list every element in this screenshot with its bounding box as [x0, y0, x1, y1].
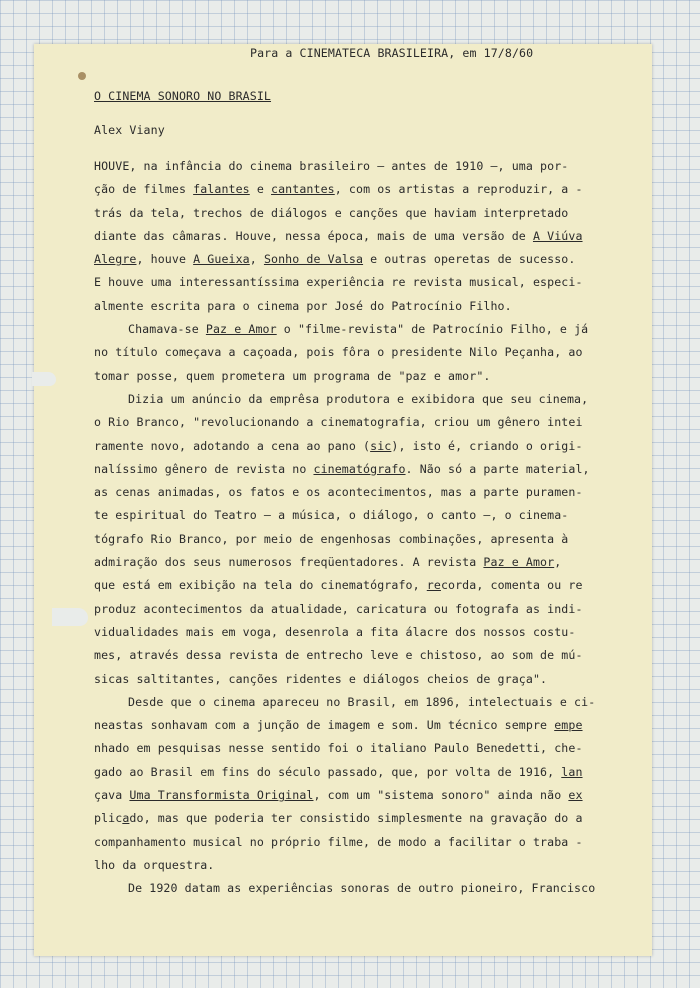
text-line: vidualidades mais em voga, desenrola a fita álacre dos nossos costu- — [94, 624, 576, 639]
text-line: diante das câmaras. Houve, nessa época, mais de uma versão de A Viúva — [94, 228, 583, 243]
text-line: Desde que o cinema apareceu no Brasil, em 1896, intelectuais e ci- — [128, 694, 596, 709]
text-line: ramente novo, adotando a cena ao pano (sic), isto é, criando o origi- — [94, 438, 583, 453]
page-header: Para a CINEMATECA BRASILEIRA, em 17/8/60 — [250, 46, 534, 60]
text-line: Alegre, houve A Gueixa, Sonho de Valsa e outras operetas de sucesso. — [94, 252, 576, 267]
document-body — [94, 155, 634, 901]
typewritten-page — [94, 41, 634, 901]
text-line: E houve uma interessantíssima experiência re revista musical, especi- — [94, 275, 583, 290]
text-line: produz acontecimentos da atualidade, caricatura ou fotografa as indi- — [94, 601, 583, 616]
text-line: trás da tela, trechos de diálogos e canções que haviam interpretado — [94, 205, 569, 220]
stain-mark — [78, 72, 86, 80]
text-line: almente escrita para o cinema por José do Patrocínio Filho. — [94, 298, 512, 313]
text-line: De 1920 datam as experiências sonoras de outro pioneiro, Francisco — [128, 881, 596, 896]
text-line: tógrafo Rio Branco, por meio de engenhosas combinações, apresenta à — [94, 531, 569, 546]
text-line: tomar posse, quem prometera um programa de "paz e amor". — [94, 368, 491, 383]
text-line: que está em exibição na tela do cinematógrafo, recorda, comenta ou re — [94, 578, 583, 593]
text-line: HOUVE, na infância do cinema brasileiro — antes de 1910 —, uma por- — [94, 159, 569, 173]
torn-edge — [52, 608, 88, 626]
text-line: Chamava-se Paz e Amor o "filme-revista" de Patrocínio Filho, e já — [128, 322, 589, 337]
text-line: lho da orquestra. — [94, 857, 215, 872]
text-line: te espiritual do Teatro — a música, o diálogo, o canto —, o cinema- — [94, 508, 569, 523]
document-author: Alex Viany — [94, 123, 165, 137]
text-line: neastas sonhavam com a junção de imagem e som. Um técnico sempre empe — [94, 718, 583, 733]
text-line: çava Uma Transformista Original, com um "sistema sonoro" ainda não ex — [94, 788, 583, 803]
document-title: O CINEMA SONORO NO BRASIL — [94, 89, 272, 103]
text-line: nalíssimo gênero de revista no cinematógrafo. Não só a parte material, — [94, 461, 590, 476]
text-line: admiração dos seus numerosos freqüentadores. A revista Paz e Amor, — [94, 555, 562, 570]
text-line: as cenas animadas, os fatos e os acontecimentos, mas a parte puramen- — [94, 485, 583, 500]
text-line: gado ao Brasil em fins do século passado, que, por volta de 1916, lan — [94, 764, 583, 779]
text-line: plicado, mas que poderia ter consistido simplesmente na gravação do a — [94, 811, 583, 826]
text-line: companhamento musical no próprio filme, de modo a facilitar o traba - — [94, 834, 583, 849]
torn-edge — [32, 372, 56, 386]
text-line: ção de filmes falantes e cantantes, com os artistas a reproduzir, a - — [94, 182, 583, 197]
text-line: nhado em pesquisas nesse sentido foi o italiano Paulo Benedetti, che- — [94, 741, 583, 756]
text-line: Dizia um anúncio da emprêsa produtora e exibidora que seu cinema, — [128, 391, 589, 406]
text-line: no título começava a caçoada, pois fôra o presidente Nilo Peçanha, ao — [94, 345, 583, 360]
text-line: o Rio Branco, "revolucionando a cinematografia, criou um gênero intei — [94, 415, 583, 430]
text-line: sicas saltitantes, canções ridentes e diálogos cheios de graça". — [94, 671, 548, 686]
text-line: mes, através dessa revista de entrecho leve e chistoso, ao som de mú- — [94, 648, 583, 663]
